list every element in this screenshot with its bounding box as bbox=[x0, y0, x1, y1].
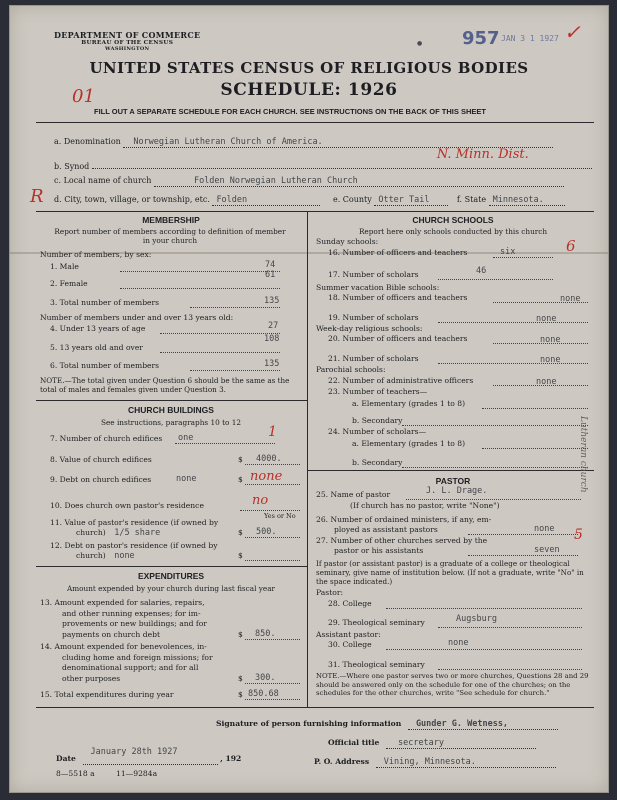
row-assistant-seminary: 31. Theological seminary bbox=[328, 660, 598, 669]
document-title: UNITED STATES CENSUS OF RELIGIOUS BODIES bbox=[89, 59, 529, 77]
rule-top bbox=[36, 122, 594, 123]
row-assistant-college: 30. College none bbox=[328, 640, 598, 649]
row-female: 2. Female 61 bbox=[50, 279, 300, 288]
denomination-line: a. Denomination Norwegian Lutheran Church of America. bbox=[54, 137, 553, 148]
sunday-label: Sunday schools: bbox=[316, 237, 379, 246]
membership-title: MEMBERSHIP bbox=[142, 215, 200, 225]
under-13-value: 27 bbox=[268, 321, 279, 331]
local-name-line: c. Local name of church Folden Norwegian Lutheran Church bbox=[54, 176, 564, 187]
row-own-residence: 10. Does church own pastor's residence no Yes or No bbox=[50, 501, 305, 510]
row-teachers-elementary: a. Elementary (grades 1 to 8) bbox=[352, 399, 598, 408]
bureau-name: BUREAU OF THE CENSUS bbox=[81, 40, 174, 46]
pastor-note: NOTE.—Where one pastor serves two or more churches, Questions 28 and 29 should be answered only on the schedule for one of the churches; on the schedules for the other churches, write "See schedule for church." bbox=[316, 672, 589, 697]
sunday-scholars-value: 46 bbox=[476, 266, 487, 276]
address-line: P. O. Address Vining, Minnesota. bbox=[314, 757, 556, 768]
stamp-date: JAN 3 1 1927 bbox=[501, 34, 559, 43]
row-summer-officers: 18. Number of officers and teachers none bbox=[328, 293, 598, 302]
residence-debt-note: none bbox=[114, 551, 135, 561]
row-edifices: 7. Number of church edifices one bbox=[50, 434, 300, 443]
department-header bbox=[54, 30, 200, 52]
own-residence-red: no bbox=[252, 493, 269, 508]
rule-membership bbox=[36, 400, 307, 401]
row-benevolences: 14. Amount expended for benevolences, in- cluding home and foreign missions; for denominational support; and for all other purposes $ 300. bbox=[40, 642, 302, 684]
membership-by-sex-label: Number of members, by sex: bbox=[40, 250, 152, 259]
expenditures-subtitle: Amount expended by your church during last fiscal year bbox=[66, 584, 276, 593]
row-parochial-admin: 22. Number of administrative officers none bbox=[328, 376, 598, 385]
form-code: 8—5518 a bbox=[56, 769, 95, 778]
buildings-title: CHURCH BUILDINGS bbox=[128, 405, 214, 415]
date-line: Date January 28th 1927 , 192 bbox=[56, 747, 242, 763]
pastor-seminary-value: Augsburg bbox=[456, 614, 497, 624]
edifice-debt-red: none bbox=[250, 469, 283, 484]
benevolences-amount: 300. bbox=[255, 673, 276, 683]
schools-title: CHURCH SCHOOLS bbox=[412, 215, 494, 225]
stamp-number: 957 bbox=[462, 28, 500, 49]
official-title-value: secretary bbox=[397, 738, 445, 748]
row-running-expenses: 13. Amount expended for salaries, repairs, and other running expenses; for im- provements or new buildings; and for payments on church debt $ 850. bbox=[40, 598, 302, 640]
total-sex-value: 135 bbox=[264, 296, 280, 306]
row-total-expenditures: 15. Total expenditures during year $ 850.68 bbox=[40, 690, 302, 699]
city-value: Folden bbox=[216, 195, 248, 205]
parochial-scholars-label: 24. Number of scholars— bbox=[328, 427, 427, 436]
residence-share-note: 1/5 share bbox=[114, 528, 161, 538]
assistant-sub-label: Assistant pastor: bbox=[316, 630, 381, 639]
parochial-teachers-label: 23. Number of teachers— bbox=[328, 387, 428, 396]
summer-officers-value: none bbox=[560, 294, 581, 304]
summer-label: Summer vacation Bible schools: bbox=[316, 283, 440, 292]
residence-value-amount: 500. bbox=[256, 527, 277, 537]
row-total-age: 6. Total number of members 135 bbox=[50, 359, 280, 370]
graduate-note: If pastor (or assistant pastor) is a graduate of a college or theological seminary, give name of institution below. (If not a graduate, write "No" in the space indicated.) bbox=[316, 559, 584, 586]
weekday-officers-value: none bbox=[540, 335, 561, 345]
expenditures-title: EXPENDITURES bbox=[137, 571, 205, 581]
male-value: 74 bbox=[265, 260, 276, 270]
female-value: 61 bbox=[265, 270, 276, 280]
row-residence-debt: 12. Debt on pastor's residence (if owned by church) none $ bbox=[50, 541, 305, 561]
row-sunday-scholars: 17. Number of scholars 46 bbox=[328, 270, 598, 279]
edifice-value-amount: 4000. bbox=[256, 454, 282, 464]
pastor-sub-label: Pastor: bbox=[316, 588, 344, 597]
address-value: Vining, Minnesota. bbox=[383, 757, 476, 767]
instruction-line: FILL OUT A SEPARATE SCHEDULE FOR EACH CHURCH. SEE INSTRUCTIONS ON THE BACK OF THIS SHEET bbox=[94, 107, 486, 116]
13-over-value: 108 bbox=[264, 334, 280, 344]
rule-identity bbox=[36, 211, 594, 212]
city-line: d. City, town, village, or township, etc. Folden e. County Otter Tail f. State Minnesota. bbox=[54, 195, 565, 206]
membership-age-label: Number of members under and over 13 years old: bbox=[40, 313, 234, 322]
row-pastor-seminary: 29. Theological seminary Augsburg bbox=[328, 618, 598, 627]
running-expenses-amount: 850. bbox=[255, 629, 276, 639]
row-summer-scholars: 19. Number of scholars none bbox=[328, 313, 598, 322]
pastor-title: PASTOR bbox=[435, 476, 471, 486]
row-weekday-scholars: 21. Number of scholars none bbox=[328, 354, 598, 363]
red-mark-r: R bbox=[30, 186, 44, 207]
row-edifice-debt: 9. Debt on church edifices none $ none bbox=[50, 475, 300, 484]
edifice-debt-typed: none bbox=[176, 474, 197, 484]
red-mark-01: 01 bbox=[72, 86, 95, 107]
weekday-scholars-value: none bbox=[540, 355, 561, 365]
parochial-label: Parochial schools: bbox=[316, 365, 386, 374]
denomination-value: Norwegian Lutheran Church of America. bbox=[133, 137, 323, 147]
weekday-label: Week-day religious schools: bbox=[316, 324, 423, 333]
buildings-subtitle: See instructions, paragraphs 10 to 12 bbox=[100, 418, 242, 427]
sunday-officers-red: 6 bbox=[566, 237, 576, 255]
state-value: Minnesota. bbox=[492, 195, 544, 205]
edifices-value: one bbox=[178, 433, 194, 443]
signature-value: Gunder G. Wetness, bbox=[415, 719, 509, 729]
synod-line: b. Synod N. Minn. Dist. bbox=[54, 157, 592, 171]
total-age-value: 135 bbox=[264, 359, 280, 369]
other-churches-red: 5 bbox=[574, 527, 583, 543]
row-pastor-name: 25. Name of pastor J. L. Drage. bbox=[316, 490, 596, 499]
red-edifice-count: 1 bbox=[268, 424, 277, 440]
row-male: 1. Male 74 bbox=[50, 262, 300, 271]
synod-value: N. Minn. Dist. bbox=[436, 147, 529, 162]
row-teachers-secondary: b. Secondary bbox=[352, 416, 598, 425]
sunday-officers-value: six bbox=[500, 247, 516, 257]
rule-buildings bbox=[36, 566, 307, 567]
local-name-value: Folden Norwegian Lutheran Church bbox=[193, 176, 358, 186]
document-subtitle: SCHEDULE: 1926 bbox=[220, 80, 398, 100]
row-total-sex: 3. Total number of members 135 bbox=[50, 296, 280, 307]
row-scholars-elementary: a. Elementary (grades 1 to 8) bbox=[352, 439, 598, 448]
assistant-pastors-value: none bbox=[534, 524, 555, 534]
row-weekday-officers: 20. Number of officers and teachers none bbox=[328, 334, 598, 343]
pastor-name-hint: (If church has no pastor, write "None") bbox=[350, 501, 500, 510]
other-churches-value: seven bbox=[534, 545, 560, 555]
county-value: Otter Tail bbox=[378, 195, 430, 205]
margin-pencil-note: Lutheran church bbox=[578, 416, 588, 493]
signature-line: Signature of person furnishing information Gunder G. Wetness, bbox=[216, 719, 558, 730]
pastor-name-value: J. L. Drage. bbox=[426, 486, 488, 496]
membership-note: NOTE.—The total given under Question 6 should be the same as the total of males and females given under Question 3. bbox=[40, 376, 290, 394]
stamp-mark: ● bbox=[417, 40, 423, 47]
row-other-churches: 27. Number of other churches served by the pastor or his assistants seven 5 bbox=[316, 527, 583, 555]
row-sunday-officers: 16. Number of officers and teachers six 6 bbox=[328, 237, 576, 257]
row-13-over: 5. 13 years old and over 108 bbox=[50, 334, 280, 352]
official-title-line: Official title secretary bbox=[328, 738, 536, 749]
row-assistant-pastors: 26. Number of ordained ministers, if any, em- ployed as assistant pastors none bbox=[316, 515, 596, 535]
schools-subtitle: Report here only schools conducted by this church bbox=[358, 227, 548, 236]
row-scholars-secondary: b. Secondary bbox=[352, 458, 598, 467]
membership-subtitle: Report number of members according to definition of member in your church bbox=[54, 227, 286, 245]
total-expenditures-amount: 850.68 bbox=[248, 689, 279, 699]
rule-schools bbox=[307, 470, 594, 471]
row-edifice-value: 8. Value of church edifices $ 4000. bbox=[50, 455, 300, 464]
column-divider bbox=[307, 211, 308, 707]
print-code: 11—9284a bbox=[116, 769, 158, 778]
department-name: DEPARTMENT OF COMMERCE bbox=[54, 30, 201, 40]
date-value: January 28th 1927 bbox=[90, 747, 178, 757]
row-pastor-college: 28. College bbox=[328, 599, 598, 608]
bureau-city: WASHINGTON bbox=[105, 46, 150, 52]
census-schedule-page bbox=[9, 5, 609, 793]
summer-scholars-value: none bbox=[536, 314, 557, 324]
red-check-mark: ✓ bbox=[564, 20, 581, 44]
row-under-13: 4. Under 13 years of age 27 bbox=[50, 321, 279, 333]
assistant-college-value: none bbox=[448, 638, 469, 648]
parochial-admin-value: none bbox=[536, 377, 557, 387]
row-residence-value: 11. Value of pastor's residence (if owned by church) 1/5 share $ 500. bbox=[50, 518, 305, 538]
rule-bottom bbox=[36, 707, 594, 708]
